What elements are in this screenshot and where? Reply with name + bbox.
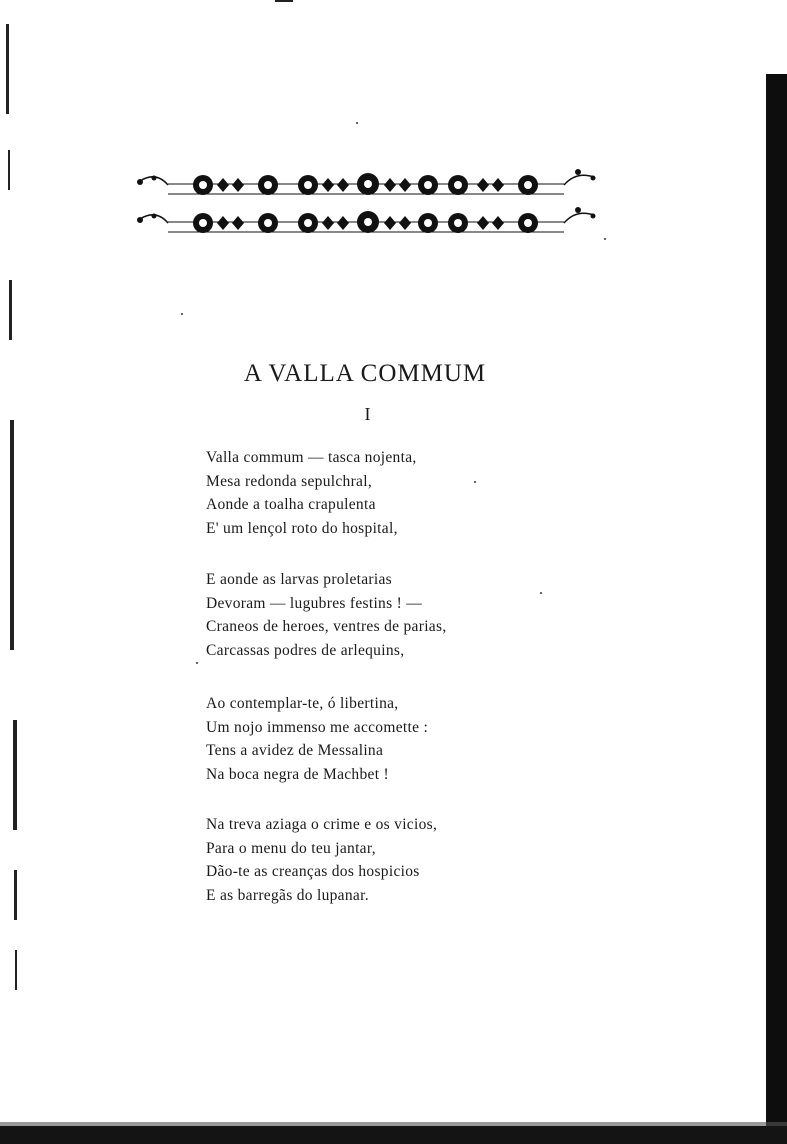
binding-mark [9,280,12,340]
binding-mark [13,720,17,830]
verse-line: Na treva aziaga o crime e os vicios, [206,816,438,833]
verse-line: Ao contemplar-te, ó libertina, [206,695,399,712]
binding-mark [10,420,14,650]
scan-speck [181,313,183,315]
stanza-4 [206,813,566,907]
verse-line: E as barregãs do lupanar. [206,886,369,904]
verse-line: Craneos de heroes, ventres de parias, [206,618,447,635]
verse-line: Para o menu do teu jantar, [206,839,376,857]
binding-mark [15,950,17,990]
verse-line: Carcassas podres de arlequins, [206,641,405,659]
scan-speck [356,122,358,124]
scan-shadow-right [766,74,787,1144]
binding-mark [14,870,17,920]
binding-mark [8,150,10,190]
poem-title: A VALLA COMMUM [243,360,487,387]
decorative-ornament-header [128,158,604,246]
stanza-2 [206,568,566,662]
verse-line: Valla commum — tasca nojenta, [206,449,417,466]
binding-mark [275,0,293,2]
verse-line: Mesa redonda sepulchral, [206,472,373,490]
verse-line: E aonde as larvas proletarias [206,571,393,588]
verse-line: Dão-te as creanças dos hospicios [206,863,420,880]
stanza-3 [206,692,566,786]
scan-speck [540,592,542,594]
scan-speck [196,662,198,664]
verse-line: Devoram — lugubres festins ! — [206,594,423,612]
scan-speck [604,238,606,240]
verse-line: Tens a avidez de Messalina [206,742,384,759]
verse-line: Um nojo immenso me accomette : [206,718,429,736]
stanza-1 [206,446,566,540]
binding-mark [6,24,9,114]
scan-shadow-bottom [0,1126,787,1144]
section-numeral: I [364,404,371,424]
verse-line: Na boca negra de Machbet ! [206,765,389,783]
verse-line: E' um lençol roto do hospital, [206,519,398,537]
verse-line: Aonde a toalha crapulenta [206,496,376,513]
scan-speck [474,481,476,483]
